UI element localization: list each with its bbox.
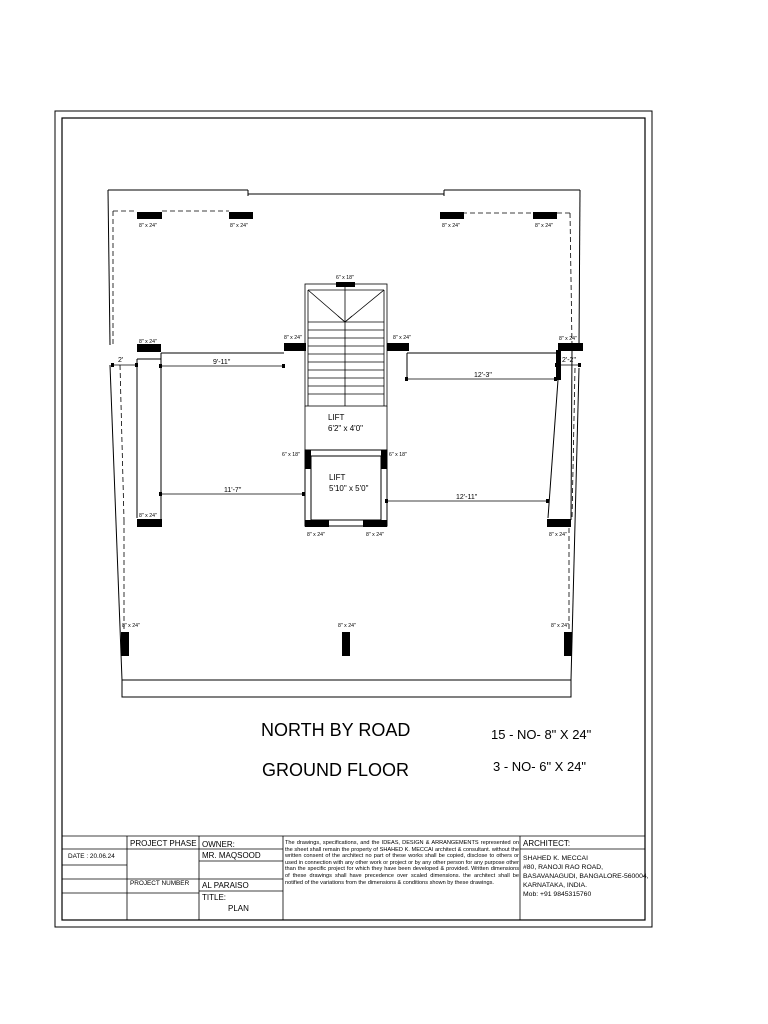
project-phase-label: PROJECT PHASE [130,839,197,848]
dim-right-gap: 2'-2" [562,357,576,364]
copyright-notes: The drawings, specifications, and the IDEAS, DESIGN & ARRANGEMENTS represented on the sheet shall remain the property of SHAHED K. MECCAI architect & consultant. without the written consent of the architect no part of these works shall be copied, disclose to others or used in connection with any other work or project or by any other person for any purpose other than the specific project for which they have been developed & provided. Written dimensions of these drawings shall have precedence over scaled dimensions. the architect shall be notified of the variations from the dimensions & conditions shown by these drawings. [285,840,519,886]
column-tr2 [533,212,557,219]
dim-lower-left: 11'-7" [224,487,242,494]
dim-upper-left: 9'-11" [213,359,231,366]
lift-bottom-title: LIFT [329,473,346,482]
label-mid-l: 8" x 24" [139,339,157,345]
architect-label: ARCHITECT: [523,839,571,848]
column-lift-l [305,450,311,469]
architect-line-5: Mob: +91 9845315760 [523,891,592,898]
lift-top-title: LIFT [328,413,345,422]
dim-lower-right: 12'-11" [456,494,478,501]
column-summary-2: 3 - NO- 6" X 24" [493,759,587,774]
project-number-label: PROJECT NUMBER [130,880,190,887]
dim-left-gap: 2' [118,357,124,364]
column-tl1 [137,212,162,219]
date-value: DATE : 20.06.24 [68,853,115,860]
column-mid-l [137,344,161,352]
floor-title: GROUND FLOOR [262,760,410,780]
label-lift-r: 6" x 18" [389,452,407,458]
column-stair-top [336,282,355,287]
label-bot-c: 8" x 24" [338,623,356,629]
label-tr1: 8" x 24" [442,223,460,229]
label-low-l: 8" x 24" [139,513,157,519]
column-bot-c [342,632,350,656]
architect-line-3: BASAVANAGUDI, BANGALORE-560004, [523,873,649,880]
label-tr2: 8" x 24" [535,223,553,229]
dim-upper-right: 12'-3" [474,372,492,379]
label-lift-l: 6" x 18" [282,452,300,458]
dimension-lines [112,365,580,501]
architect-line-1: SHAHED K. MECCAI [523,855,588,862]
project-name: AL PARAISO [202,881,249,890]
column-lift-br [363,520,387,527]
site-outline [108,190,580,697]
column-bot-l [121,632,129,656]
column-low-r [547,519,571,527]
column-low-l [137,519,162,527]
label-bot-l: 8" x 24" [122,623,140,629]
owner-label: OWNER: [202,840,235,849]
title-label: TITLE: [202,893,227,902]
column-stair-r [387,343,409,351]
title-value: PLAN [228,904,249,913]
lift-bottom-size: 5'10" x 5'0" [329,484,369,493]
label-low-r: 8" x 24" [549,532,567,538]
column-mid-r [558,343,583,351]
column-tr1 [440,212,464,219]
label-mid-r: 8" x 24" [559,336,577,342]
walls [137,350,572,520]
owner-name: MR. MAQSOOD [202,851,261,860]
label-tl1: 8" x 24" [139,223,157,229]
architect-address [523,854,649,899]
column-bot-r [564,632,572,656]
label-lift-bl: 8" x 24" [307,532,325,538]
label-tl2: 8" x 24" [230,223,248,229]
column-tl2 [229,212,253,219]
dimension-ticks [111,363,581,503]
label-stair-top: 6" x 18" [336,275,354,281]
plan-heading: NORTH BY ROAD [261,720,411,740]
lift-top-size: 6'2" x 4'0" [328,424,363,433]
architect-line-2: #80, RANOJI RAO ROAD, [523,864,604,871]
label-bot-r: 8" x 24" [551,623,569,629]
architect-line-4: KARNATAKA, INDIA. [523,882,587,889]
column-lift-r [381,450,387,469]
column-summary-1: 15 - NO- 8" X 24" [491,727,592,742]
label-stair-r: 8" x 24" [393,335,411,341]
label-stair-l: 8" x 24" [284,335,302,341]
label-lift-br: 8" x 24" [366,532,384,538]
column-lift-bl [305,520,329,527]
column-stair-l [284,343,306,351]
